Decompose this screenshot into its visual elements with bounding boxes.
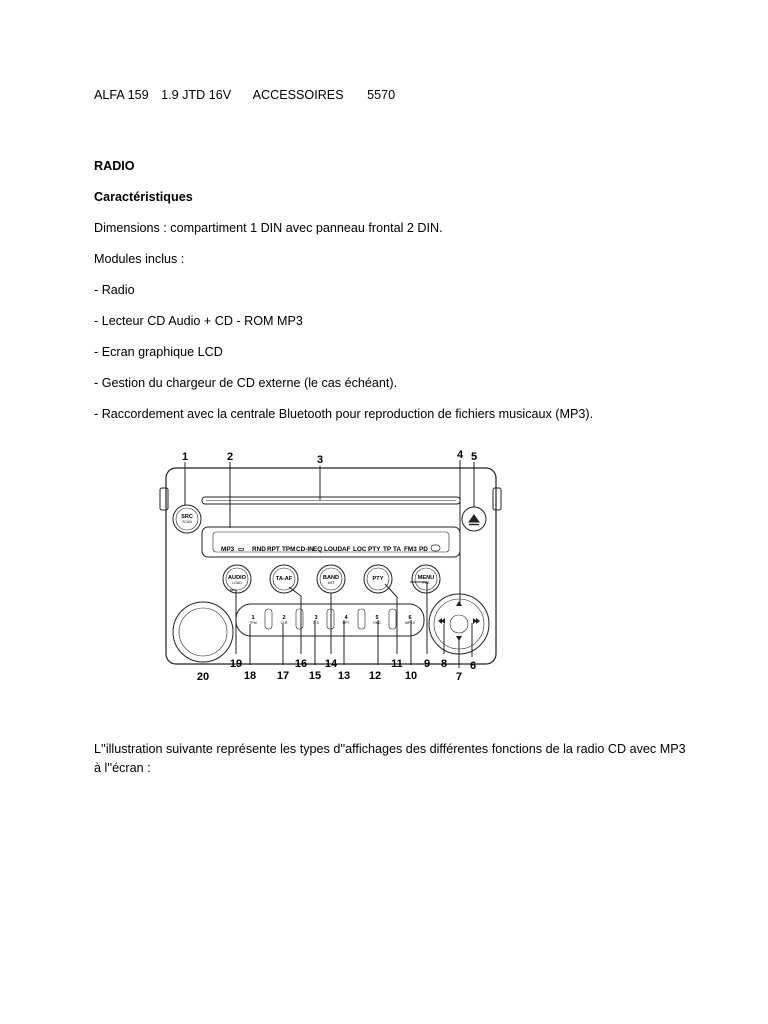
callout-number: 13 [337,670,351,682]
callout-number: 19 [229,658,243,670]
preset-sublabel: TPM [249,621,257,625]
callout-number: 11 [391,658,403,670]
lcd-folder-icon: ▭ [238,546,245,553]
lcd-label: LOUD [324,546,343,553]
src-button-label: SRC [181,514,193,520]
preset-number: 6 [408,615,412,621]
lcd-label: PTY [368,546,381,553]
callout-number: 2 [226,451,234,463]
callout-number: 14 [324,658,338,670]
callout-number: 3 [316,454,324,466]
list-item: - Lecteur CD Audio + CD - ROM MP3 [94,314,303,328]
document-header [94,87,395,103]
body-line: Dimensions : compartiment 1 DIN avec panneau frontal 2 DIN. [94,221,443,235]
preset-number: 3 [314,615,318,621]
list-item: - Radio [94,283,135,297]
list-item: - Raccordement avec la centrale Bluetooth pour reproduction de fichiers musicaux (MP3). [94,407,594,421]
body-line: Modules inclus : [94,252,185,266]
lcd-label: EQ [313,546,323,553]
lcd-label: TP [383,546,392,553]
callout-number: 4 [456,449,464,461]
callout-number: 18 [243,670,257,682]
band-button-sublabel: AST [327,581,335,585]
lcd-label: TPM [282,546,296,553]
preset-sublabel: MP3 II [405,621,415,625]
lcd-label: RPT [267,546,280,553]
callout-number: 9 [423,658,431,670]
callout-number: 12 [368,670,382,682]
callout-number: 1 [181,451,189,463]
figure-caption: L''illustration suivante représente les types d''affichages des différentes fonctions de la radio CD avec MP3 à l''écran : [94,742,686,775]
lcd-label: CD-IN [296,546,314,553]
car-model: ALFA 159 [94,88,149,102]
preset-number: 1 [251,615,255,621]
pty-button-label: PTY [372,576,384,582]
lcd-label: TA [393,546,402,553]
lcd-label: PD [419,546,428,553]
callout-number: 7 [455,671,463,683]
lcd-label: MP3 [221,546,235,553]
lcd-label: FM3 [404,546,417,553]
lcd-label: RND [252,546,266,553]
preset-number: 5 [375,615,379,621]
section-name: ACCESSOIRES [252,88,344,102]
menu-button-sublabel: PRS [422,581,430,585]
preset-sublabel: RPT [342,621,350,625]
src-button-sublabel: SCAN [182,520,192,524]
section-code: 5570 [367,88,396,102]
list-item: - Gestion du chargeur de CD externe (le cas échéant). [94,376,398,390]
ta-af-button-label: TA-AF [275,576,293,582]
lcd-label: LOC [353,546,367,553]
lcd-label: AF [342,546,351,553]
section-subtitle: Caractéristiques [94,190,193,204]
callout-number: 6 [469,660,477,672]
callout-number: 8 [440,658,448,670]
band-button-label: BAND [322,575,340,581]
callout-number: 17 [276,670,290,682]
engine-spec: 1.9 JTD 16V [161,88,232,102]
list-item: - Ecran graphique LCD [94,345,223,359]
menu-button-label: MENU [417,575,435,581]
preset-sublabel: CLR [280,621,288,625]
lcd-battery-icon [431,545,440,551]
callout-number: 20 [196,671,210,683]
preset-sublabel: D.S [313,621,319,625]
preset-number: 4 [344,615,348,621]
section-title: RADIO [94,159,135,173]
radio-panel-diagram [150,440,510,690]
audio-button-sublabel: LOUD [232,581,242,585]
callout-number: 5 [470,451,478,463]
preset-number: 2 [282,615,286,621]
audio-button-label: AUDIO [227,575,247,581]
preset-sublabel: RND [373,621,381,625]
callout-number: 10 [404,670,418,682]
callout-number: 16 [294,658,308,670]
callout-number: 15 [308,670,322,682]
